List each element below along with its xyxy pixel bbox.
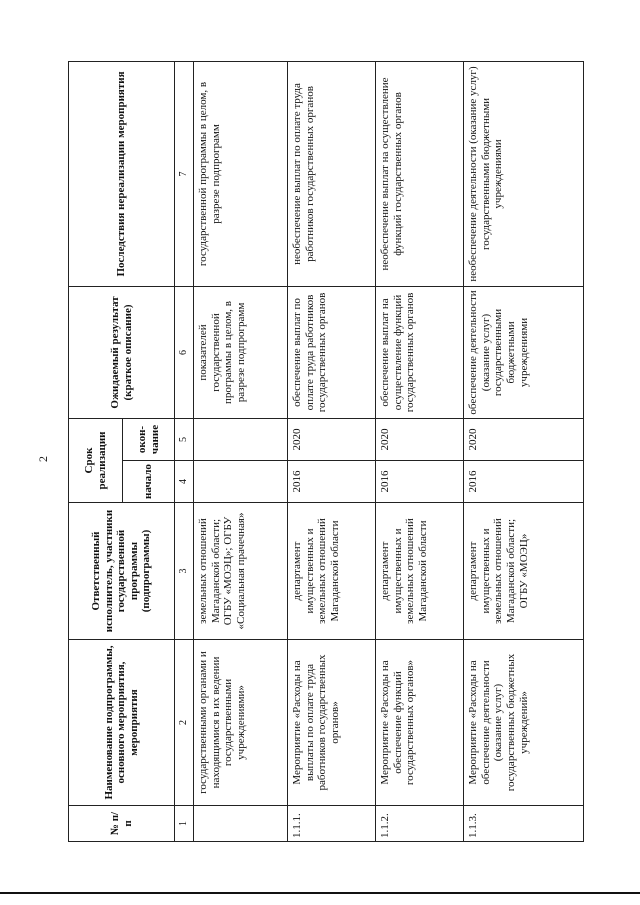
header-num: № п/п <box>69 806 175 842</box>
row-start <box>194 461 288 503</box>
row-num: 1.1.2. <box>376 806 464 842</box>
bottom-rule <box>0 892 640 894</box>
row-name: государственными органами и находящимися в их ведении государственными учреждениями» <box>194 640 288 806</box>
row-executor: департамент имущественных и земельных отношений Магаданской области; ОГБУ «МОЭЦ» <box>464 503 584 640</box>
column-number: 2 <box>175 640 194 806</box>
row-result: обеспечение деятельности (оказание услуг) государственными бюджетными учреждениями <box>464 286 584 418</box>
header-executor: Ответственный исполнитель, участники государственной программы (подпрограммы) <box>69 503 175 640</box>
row-consequences: необеспечение выплат по оплате труда работников государственных органов <box>288 61 376 286</box>
row-executor: департамент имущественных и земельных отношений Магаданской области <box>288 503 376 640</box>
header-term: Срок реализации <box>69 418 123 502</box>
row-name: Мероприятие «Расходы на выплаты по оплате труда работников государственных органов» <box>288 640 376 806</box>
column-number: 1 <box>175 806 194 842</box>
row-result: обеспечение выплат по оплате труда работников государственных органов <box>288 286 376 418</box>
row-end: 2020 <box>288 418 376 460</box>
row-num: 1.1.3. <box>464 806 584 842</box>
table-row <box>464 61 584 841</box>
row-consequences: необеспечение деятельности (оказание услуг) государственными бюджетными учреждениями <box>464 61 584 286</box>
column-numbers-row <box>175 61 194 841</box>
row-num: 1.1.1. <box>288 806 376 842</box>
column-number: 4 <box>175 461 194 503</box>
table-row <box>194 61 288 841</box>
header-term-end: окон-чание <box>123 418 175 460</box>
row-end <box>194 418 288 460</box>
row-executor: земельных отношений Магаданской области; ОГБУ «МОЭЦ»; ОГБУ «Социальная прачечная» <box>194 503 288 640</box>
row-start: 2016 <box>464 461 584 503</box>
rotated-table-container <box>68 62 580 842</box>
row-name: Мероприятие «Расходы на обеспечение функций государственных органов» <box>376 640 464 806</box>
row-start: 2016 <box>376 461 464 503</box>
column-number: 6 <box>175 286 194 418</box>
column-number: 3 <box>175 503 194 640</box>
page-number: 2 <box>36 456 50 462</box>
table-row <box>288 61 376 841</box>
row-consequences: необеспечение выплат на осуществление функций государственных органов <box>376 61 464 286</box>
header-consequences: Последствия нереализации мероприятия <box>69 61 175 286</box>
program-measures-table <box>68 61 584 842</box>
row-result: обеспечение выплат на осуществление функций государственных органов <box>376 286 464 418</box>
row-num <box>194 806 288 842</box>
header-term-start: начало <box>123 461 175 503</box>
header-result: Ожидаемый результат (краткое описание) <box>69 286 175 418</box>
column-number: 7 <box>175 61 194 286</box>
row-result: показателей государственной программы в целом, в разрезе подпрограмм <box>194 286 288 418</box>
header-name: Наименование подпрограммы, основного мероприятия, мероприятия <box>69 640 175 806</box>
row-start: 2016 <box>288 461 376 503</box>
row-consequences: государственной программы в целом, в разрезе подпрограмм <box>194 61 288 286</box>
row-end: 2020 <box>464 418 584 460</box>
row-executor: департамент имущественных и земельных отношений Магаданской области <box>376 503 464 640</box>
column-number: 5 <box>175 418 194 460</box>
table-row <box>376 61 464 841</box>
row-end: 2020 <box>376 418 464 460</box>
row-name: Мероприятие «Расходы на обеспечение деятельности (оказание услуг) государственных бюджетных учреждений» <box>464 640 584 806</box>
